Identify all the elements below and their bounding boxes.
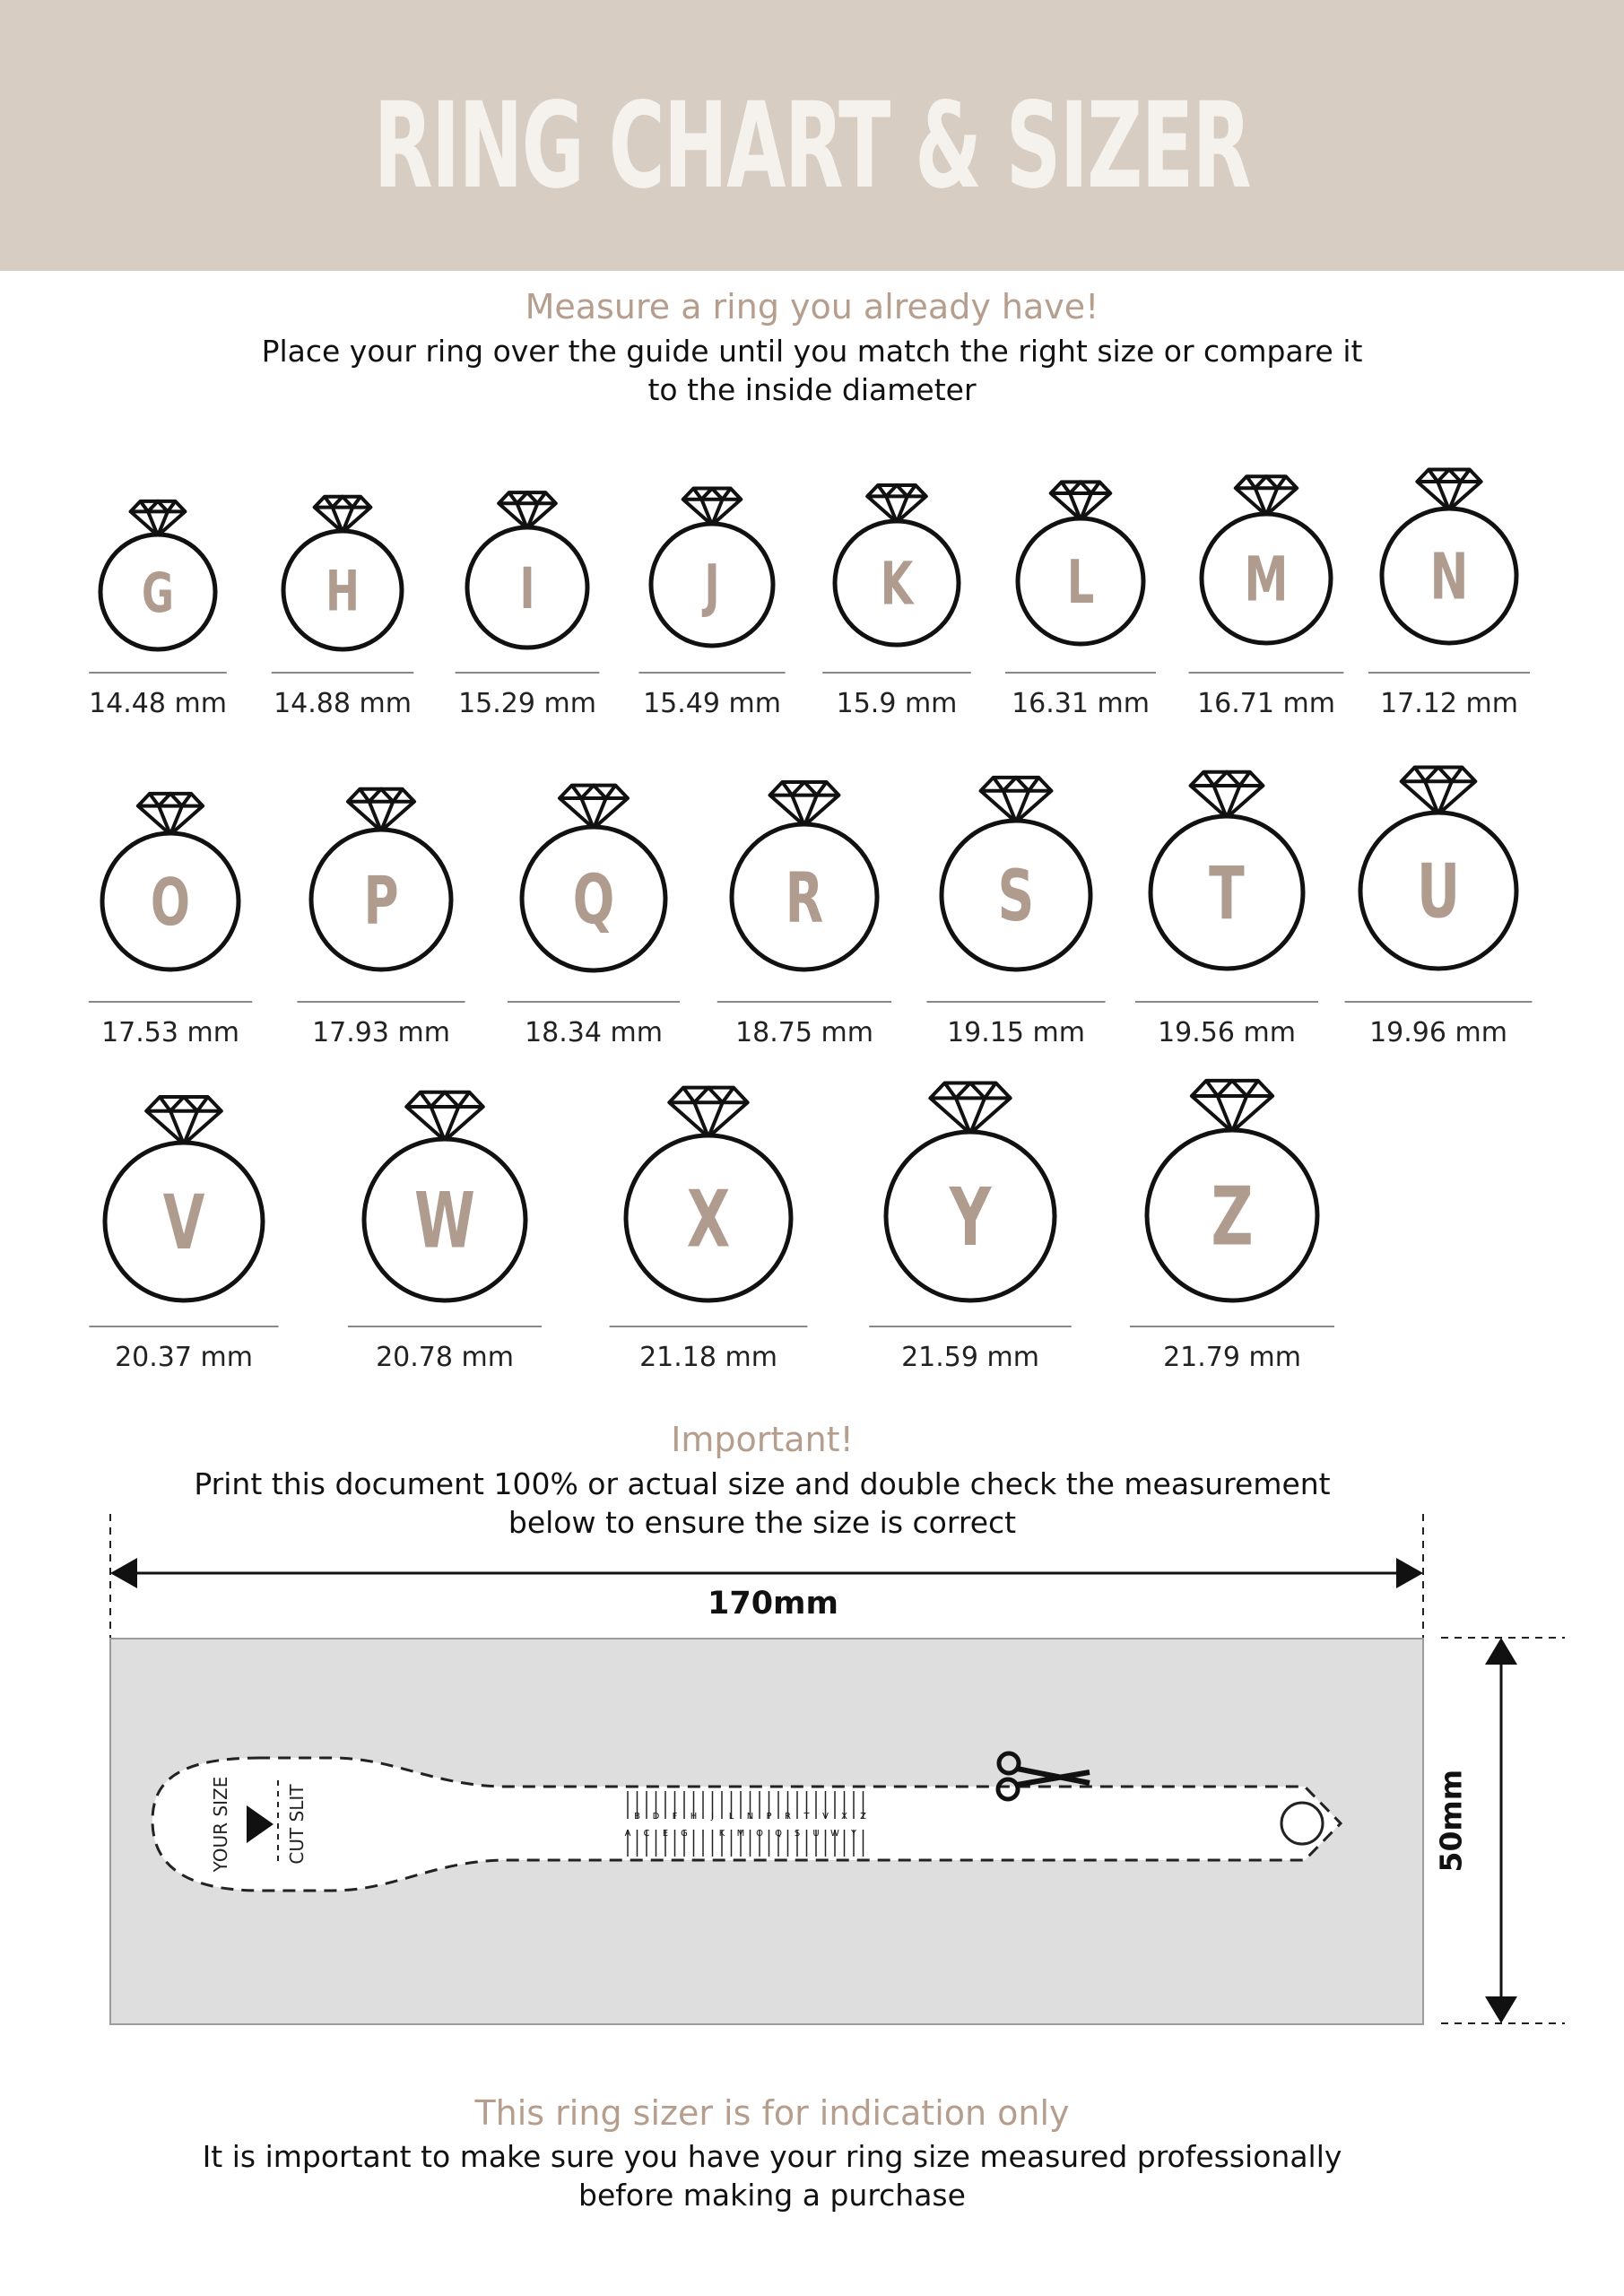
ring-size-value: 20.37 mm [115, 1342, 253, 1373]
ring-size-G [89, 501, 227, 719]
diamond-icon [683, 489, 742, 526]
ring-letter: Y [949, 1171, 992, 1265]
ring-size-M [1189, 476, 1344, 719]
ring-size-value: 15.49 mm [643, 688, 781, 719]
ring-letter: G [142, 561, 174, 625]
scale-letter-top: D [652, 1812, 660, 1822]
ring-size-value: 17.93 mm [312, 1017, 450, 1048]
arrow-right-icon [1396, 1558, 1423, 1588]
diamond-icon [1402, 768, 1476, 814]
ring-size-L [1005, 482, 1156, 719]
ring-size-value: 16.31 mm [1012, 688, 1150, 719]
scale-letter-bottom: C [643, 1829, 650, 1839]
intro-line-2: to the inside diameter [647, 372, 977, 407]
ring-letter: P [363, 862, 399, 940]
ring-letter: M [1244, 544, 1289, 616]
ring-size-value: 14.88 mm [274, 688, 412, 719]
scale-letter-bottom: M [736, 1829, 745, 1839]
scale-letter-top: R [785, 1812, 791, 1822]
scale-letter-top: T [803, 1812, 810, 1822]
intro-heading: Measure a ring you already have! [525, 287, 1099, 326]
scale-letter-bottom: U [812, 1829, 820, 1839]
scale-letter-bottom: G [681, 1829, 688, 1839]
diamond-icon [406, 1092, 483, 1141]
ring-size-H [272, 497, 413, 719]
scale-letter-top: V [822, 1812, 829, 1822]
ring-size-K [822, 485, 971, 719]
scale-letter-bottom: I [701, 1829, 705, 1839]
sizer-hole[interactable] [1281, 1803, 1323, 1844]
ring-letter: Z [1211, 1170, 1254, 1265]
ring-size-Q [508, 786, 680, 1048]
cut-slit-label: CUT SLIT [286, 1784, 308, 1865]
ring-size-value: 15.29 mm [458, 688, 596, 719]
scale-letter-top: J [711, 1812, 714, 1822]
scale-letter-top: Z [860, 1812, 866, 1822]
ring-size-S [926, 778, 1105, 1048]
ring-letter: R [785, 857, 824, 939]
ring-size-R [717, 782, 891, 1048]
ring-letter: Q [572, 860, 615, 940]
scale-letter-bottom: S [794, 1829, 801, 1839]
ring-letter: W [414, 1177, 475, 1266]
scale-letter-top: X [841, 1812, 847, 1822]
diamond-icon [560, 786, 628, 829]
width-label: 170mm [708, 1586, 838, 1622]
ring-size-value: 17.53 mm [101, 1017, 239, 1048]
scale-letter-top: P [766, 1812, 772, 1822]
diamond-icon [981, 778, 1052, 822]
diamond-icon [669, 1088, 747, 1137]
height-label: 50mm [1433, 1769, 1469, 1873]
scale-letter-top: F [672, 1812, 678, 1822]
diamond-icon [131, 501, 186, 535]
ring-size-N [1368, 470, 1530, 720]
scale-letter-bottom: K [718, 1829, 725, 1839]
diamond-icon [348, 789, 414, 831]
important-line-2: below to ensure the size is correct [508, 1505, 1017, 1540]
ring-size-value: 18.34 mm [525, 1017, 663, 1048]
ring-letter: U [1416, 848, 1461, 935]
ring-size-value: 19.56 mm [1158, 1017, 1296, 1048]
scale-letter-bottom: A [624, 1829, 631, 1839]
page-title: RING CHART & SIZER [373, 77, 1251, 215]
diamond-icon [499, 492, 556, 528]
diamond-icon [1192, 1081, 1272, 1132]
ring-size-value: 17.12 mm [1380, 688, 1518, 719]
scale-letter-top: B [634, 1812, 640, 1822]
your-size-label: YOUR SIZE [210, 1776, 231, 1873]
ring-size-value: 14.48 mm [89, 688, 227, 719]
ring-letter: V [162, 1178, 205, 1266]
ring-size-value: 15.9 mm [836, 688, 958, 719]
diamond-icon [315, 497, 371, 533]
ring-letter: T [1209, 851, 1245, 936]
diamond-icon [867, 485, 926, 522]
ring-size-O [89, 794, 252, 1048]
ring-size-W [348, 1092, 542, 1373]
ring-size-U [1345, 768, 1533, 1048]
ring-letter: J [704, 552, 720, 620]
ring-size-X [610, 1088, 808, 1373]
ring-size-J [638, 489, 785, 719]
diamond-icon [770, 782, 839, 826]
disclaimer-line-1: It is important to make sure you have your ring size measured professionally [202, 2139, 1342, 2174]
ring-size-value: 20.78 mm [376, 1342, 514, 1373]
arrow-up-icon [1485, 1638, 1517, 1665]
diamond-icon [138, 794, 203, 835]
scale-letter-bottom: O [756, 1829, 763, 1839]
scale-letter-top: H [690, 1812, 698, 1822]
disclaimer-line-2: before making a purchase [578, 2178, 966, 2213]
diamond-icon [1236, 476, 1297, 515]
ring-letter: O [150, 865, 191, 941]
scale-letter-bottom: Q [775, 1829, 782, 1839]
scale-letter-bottom: Y [850, 1829, 857, 1839]
ring-size-value: 18.75 mm [735, 1017, 873, 1048]
scale-letter-bottom: W [830, 1829, 839, 1839]
diamond-icon [930, 1083, 1010, 1133]
ring-size-grid [89, 470, 1533, 1374]
diamond-icon [1051, 482, 1111, 519]
diamond-icon [1417, 470, 1481, 510]
ring-letter: X [686, 1173, 731, 1265]
ring-letter: S [997, 855, 1035, 937]
ring-size-value: 21.59 mm [901, 1342, 1039, 1373]
ring-size-value: 21.79 mm [1163, 1342, 1301, 1373]
important-line-1: Print this document 100% or actual size and double check the measurement [194, 1466, 1331, 1501]
important-heading: Important! [671, 1420, 854, 1459]
ring-letter: H [326, 559, 360, 624]
diamond-icon [1191, 772, 1264, 818]
diamond-icon [146, 1097, 221, 1144]
ring-size-value: 19.96 mm [1369, 1017, 1507, 1048]
intro-line-1: Place your ring over the guide until you match the right size or compare it [261, 334, 1363, 369]
scale-letter-top: N [746, 1812, 754, 1822]
ring-letter: K [880, 549, 914, 618]
ring-size-T [1135, 772, 1318, 1048]
ring-size-Z [1130, 1081, 1334, 1373]
disclaimer-heading: This ring sizer is for indication only [474, 2093, 1070, 2133]
ring-letter: I [519, 555, 535, 622]
ring-size-V [89, 1097, 278, 1373]
ring-size-value: 16.71 mm [1197, 688, 1335, 719]
scale-letter-top: L [728, 1812, 734, 1822]
arrow-down-icon [1485, 1996, 1517, 2023]
ring-size-value: 21.18 mm [639, 1342, 777, 1373]
ring-size-P [297, 789, 465, 1048]
ring-size-Y [869, 1083, 1072, 1373]
scale-letter-bottom: E [662, 1829, 669, 1839]
ring-letter: L [1066, 548, 1095, 618]
arrow-left-icon [110, 1558, 137, 1588]
ring-letter: N [1429, 540, 1469, 615]
ring-size-value: 19.15 mm [947, 1017, 1085, 1048]
ring-size-I [456, 492, 600, 719]
